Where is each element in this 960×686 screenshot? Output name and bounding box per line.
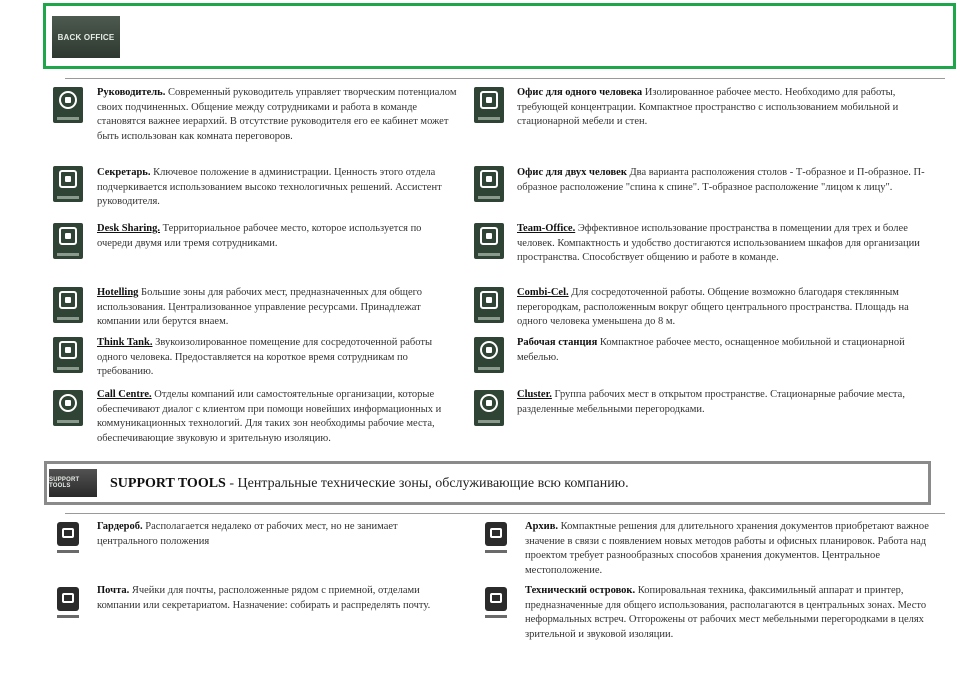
entry-one-person-office xyxy=(517,86,939,130)
entry-title: Hotelling xyxy=(97,287,139,298)
entry-team-office xyxy=(517,222,939,266)
entry-text: Территориальное рабочее место, которое используется по очереди двумя или тремя сотрудниками. xyxy=(97,223,422,249)
back-office-frame xyxy=(43,3,956,69)
entry-text: Ключевое положение в администрации. Ценность этого отдела подчеркивается использованием высоко технологичных решений. Ассистент руководителя. xyxy=(97,167,442,207)
entry-title: Call Centre. xyxy=(97,389,152,400)
entry-cluster xyxy=(517,388,939,417)
entry-title: Рабочая станция xyxy=(517,337,598,348)
entry-manager xyxy=(97,86,459,144)
entry-title: Team-Office. xyxy=(517,223,576,234)
entry-title: Офис для двух человек xyxy=(517,167,627,178)
entry-workstation xyxy=(517,336,939,365)
entry-text: Эффективное использование пространства в помещении для трех и более человек. Компактность и удобство достигаются использованием шкафов для организации пространства. Способствует общению и работе в команде. xyxy=(517,223,920,263)
entry-cloakroom xyxy=(97,520,459,549)
entry-title: Гардероб. xyxy=(97,521,143,532)
entry-title: Секретарь. xyxy=(97,167,151,178)
entry-text: Компактное рабочее место, оснащенное мобильной и стационарной мебелью. xyxy=(517,337,905,363)
technical-island-icon xyxy=(481,585,511,621)
entry-two-person-office xyxy=(517,166,939,195)
entry-call-centre xyxy=(97,388,459,454)
cluster-icon xyxy=(474,390,504,426)
entry-title: Технический островок. xyxy=(525,585,636,596)
entry-title: Руководитель. xyxy=(97,87,166,98)
entry-hotelling xyxy=(97,286,459,330)
entry-text: Группа рабочих мест в открытом пространстве. Стационарные рабочие места, разделенные мебельными перегородками. xyxy=(517,389,905,415)
one-person-office-icon xyxy=(474,87,504,123)
support-heading-bold: SUPPORT TOOLS xyxy=(110,476,226,491)
entry-text: Копировальная техника, факсимильный аппарат и принтер, предназначенные для общего использования, располагаются в центральных зонах. Место неформальных встреч. Отгорожены от рабочих мест мебельными перегородками в целях зрительной и звуковой изоляции. xyxy=(525,585,927,640)
team-office-icon xyxy=(53,223,83,259)
cluster-icon xyxy=(53,390,83,426)
combi-cell-icon xyxy=(474,287,504,323)
entry-title: Архив. xyxy=(525,521,559,532)
entry-text: Звукоизолированное помещение для сосредоточенной работы одного человека. Предоставляется на короткое время сотрудникам по требованию. xyxy=(97,337,433,377)
entry-text: Отделы компаний или самостоятельные организации, которые обеспечивают диалог с клиентом при помощи новейших информационных и коммуникационных технологий. Для таких зон необходимы рабочие места, обеспечивающие звуковую и зрительную изоляцию. xyxy=(97,389,442,444)
entry-text: Изолированное рабочее место. Необходимо для работы, требующей концентрации. Компактное пространство с использованием мобильной и стационарной мебели и стен. xyxy=(517,87,899,127)
entry-title: Офис для одного человека xyxy=(517,87,643,98)
divider-top xyxy=(65,78,945,79)
entry-title: Desk Sharing. xyxy=(97,223,161,234)
support-tools-heading xyxy=(110,476,629,492)
desk-sharing-icon xyxy=(53,287,83,323)
combi-cell-icon xyxy=(53,337,83,373)
two-person-office-icon xyxy=(474,166,504,202)
entry-secretary xyxy=(97,166,459,210)
entry-desk-sharing xyxy=(97,222,459,251)
entry-mail xyxy=(97,584,459,613)
entry-title: Почта. xyxy=(97,585,130,596)
entry-text: Располагается недалеко от рабочих мест, но не занимает центрального положения xyxy=(97,521,398,547)
entry-combi-cel xyxy=(517,286,939,330)
entry-text: Ячейки для почты, расположенные рядом с приемной, отделами компании или секретариатом. Назначение: собирать и распределять почту. xyxy=(97,585,431,611)
entry-archive xyxy=(525,520,941,578)
archive-icon xyxy=(481,520,511,556)
back-office-badge: BACK OFFICE xyxy=(52,16,120,58)
support-heading-rest: - Центральные технические зоны, обслуживающие всю компанию. xyxy=(225,476,629,491)
entry-technical-island xyxy=(525,584,941,642)
workstation-icon xyxy=(474,337,504,373)
entry-text: Для сосредоточенной работы. Общение возможно благодаря стеклянным перегородкам, расположенным вокруг общего центрального пространства. Площадь на одного человека уменьшена до 8 м. xyxy=(517,287,909,327)
cloakroom-icon xyxy=(53,520,83,556)
entry-text: Большие зоны для рабочих мест, предназначенных для общего использования. Централизованное управление ресурсами. Принадлежат компании или берутся внаем. xyxy=(97,287,422,327)
entry-title: Combi-Cel. xyxy=(517,287,569,298)
mail-icon xyxy=(53,585,83,621)
support-tools-badge: SUPPORT TOOLS xyxy=(49,469,97,497)
entry-text: Современный руководитель управляет творческим потенциалом своих подчиненных. Общение между сотрудниками и работа в команде становятся важнее иерархий. В отсутствие руководителя его ее кабинет может быть использован как комната переговоров. xyxy=(97,87,457,142)
team-office-icon xyxy=(474,223,504,259)
entry-text: Компактные решения для длительного хранения документов приобретают важное значение в связи с появлением новых методов работы и офисных планировок. Работа над проектом требует разнообразных способов хранения документов. Центральное местоположение. xyxy=(525,521,929,576)
entry-text: Два варианта расположения столов - Т-образное и П-образное. П-образное расположение "спина к спине". Т-образное расположение "лицом к лицу". xyxy=(517,167,925,193)
two-person-office-icon xyxy=(53,166,83,202)
management-icon xyxy=(53,87,83,123)
entry-think-tank xyxy=(97,336,459,380)
entry-title: Cluster. xyxy=(517,389,552,400)
entry-title: Think Tank. xyxy=(97,337,153,348)
divider-support xyxy=(65,513,945,514)
